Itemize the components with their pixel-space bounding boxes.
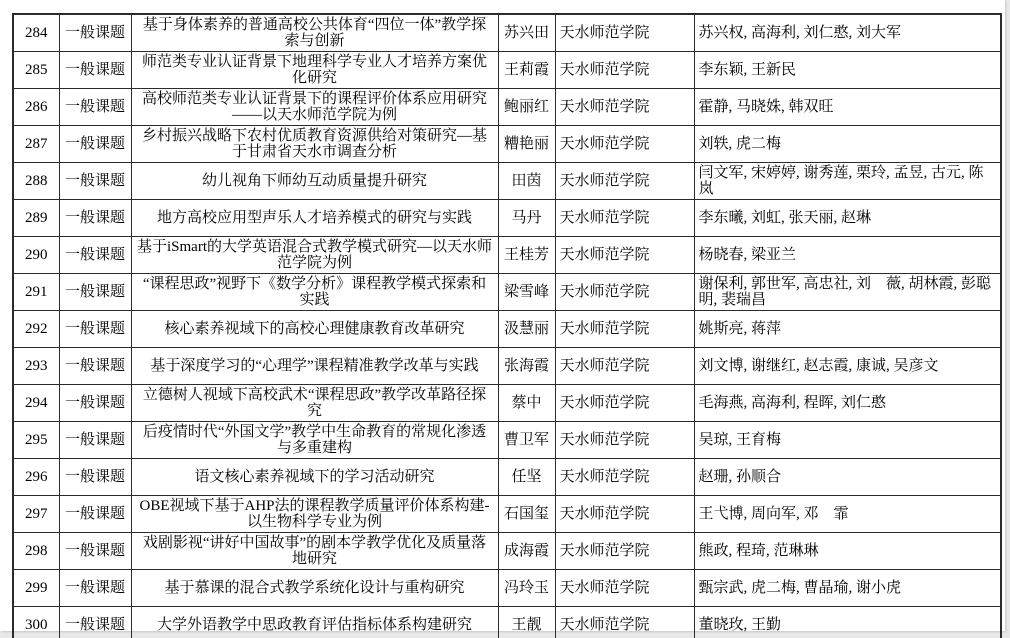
cell-institution: 天水师范学院 bbox=[555, 89, 694, 126]
cell-collaborators: 毛海燕, 高海利, 程晖, 刘仁憨 bbox=[694, 385, 1001, 422]
table-row bbox=[13, 533, 1001, 570]
cell-type: 一般课题 bbox=[59, 533, 131, 570]
projects-table bbox=[12, 13, 1002, 638]
cell-collaborators: 赵珊, 孙顺合 bbox=[694, 459, 1001, 496]
cell-type: 一般课题 bbox=[59, 14, 131, 52]
cell-title: 高校师范类专业认证背景下的课程评价体系应用研究——以天水师范学院为例 bbox=[131, 89, 498, 126]
cell-institution: 天水师范学院 bbox=[555, 237, 694, 274]
cell-type: 一般课题 bbox=[59, 89, 131, 126]
cell-collaborators: 杨晓春, 梁亚兰 bbox=[694, 237, 1001, 274]
table-row bbox=[13, 348, 1001, 385]
cell-institution: 天水师范学院 bbox=[555, 52, 694, 89]
cell-leader: 糟艳丽 bbox=[498, 126, 555, 163]
table-row bbox=[13, 274, 1001, 311]
table-row bbox=[13, 126, 1001, 163]
cell-no: 290 bbox=[13, 237, 59, 274]
cell-collaborators: 董晓玫, 王勤 bbox=[694, 607, 1001, 638]
cell-leader: 任坚 bbox=[498, 459, 555, 496]
cell-type: 一般课题 bbox=[59, 459, 131, 496]
cell-institution: 天水师范学院 bbox=[555, 126, 694, 163]
cell-leader: 梁雪峰 bbox=[498, 274, 555, 311]
cell-institution: 天水师范学院 bbox=[555, 570, 694, 607]
cell-leader: 鲍丽红 bbox=[498, 89, 555, 126]
cell-no: 295 bbox=[13, 422, 59, 459]
cell-collaborators: 闫文军, 宋婷婷, 谢秀莲, 栗玲, 孟昱, 古元, 陈岚 bbox=[694, 163, 1001, 200]
table-row bbox=[13, 89, 1001, 126]
cell-leader: 曹卫军 bbox=[498, 422, 555, 459]
cell-institution: 天水师范学院 bbox=[555, 14, 694, 52]
cell-leader: 石国玺 bbox=[498, 496, 555, 533]
cell-collaborators: 李东曦, 刘虹, 张天丽, 赵琳 bbox=[694, 200, 1001, 237]
cell-type: 一般课题 bbox=[59, 200, 131, 237]
table-body bbox=[13, 14, 1001, 638]
cell-no: 296 bbox=[13, 459, 59, 496]
cell-institution: 天水师范学院 bbox=[555, 607, 694, 638]
table-row bbox=[13, 385, 1001, 422]
cell-no: 285 bbox=[13, 52, 59, 89]
table-row bbox=[13, 422, 1001, 459]
cell-collaborators: 刘文博, 谢继红, 赵志霞, 康诚, 吴彦文 bbox=[694, 348, 1001, 385]
cell-collaborators: 吴琼, 王育梅 bbox=[694, 422, 1001, 459]
cell-no: 291 bbox=[13, 274, 59, 311]
cell-collaborators: 甄宗武, 虎二梅, 曹晶瑜, 谢小虎 bbox=[694, 570, 1001, 607]
cell-institution: 天水师范学院 bbox=[555, 496, 694, 533]
cell-leader: 汲慧丽 bbox=[498, 311, 555, 348]
table-row bbox=[13, 52, 1001, 89]
cell-leader: 马丹 bbox=[498, 200, 555, 237]
cell-no: 294 bbox=[13, 385, 59, 422]
cell-title: 大学外语教学中思政教育评估指标体系构建研究 bbox=[131, 607, 498, 638]
cell-leader: 王莉霞 bbox=[498, 52, 555, 89]
cell-institution: 天水师范学院 bbox=[555, 311, 694, 348]
table-row bbox=[13, 14, 1001, 52]
cell-collaborators: 李东颖, 王新民 bbox=[694, 52, 1001, 89]
cell-institution: 天水师范学院 bbox=[555, 533, 694, 570]
cell-title: 基于慕课的混合式教学系统化设计与重构研究 bbox=[131, 570, 498, 607]
cell-type: 一般课题 bbox=[59, 385, 131, 422]
cell-title: 基于深度学习的“心理学”课程精准教学改革与实践 bbox=[131, 348, 498, 385]
cell-type: 一般课题 bbox=[59, 237, 131, 274]
cell-collaborators: 姚斯亮, 蒋萍 bbox=[694, 311, 1001, 348]
cell-collaborators: 刘轶, 虎二梅 bbox=[694, 126, 1001, 163]
cell-no: 299 bbox=[13, 570, 59, 607]
cell-institution: 天水师范学院 bbox=[555, 274, 694, 311]
cell-title: OBE视域下基于AHP法的课程教学质量评价体系构建-以生物科学专业为例 bbox=[131, 496, 498, 533]
cell-no: 298 bbox=[13, 533, 59, 570]
cell-type: 一般课题 bbox=[59, 422, 131, 459]
cell-title: 地方高校应用型声乐人才培养模式的研究与实践 bbox=[131, 200, 498, 237]
table-row bbox=[13, 237, 1001, 274]
cell-title: 后疫情时代“外国文学”教学中生命教育的常规化渗透与多重建构 bbox=[131, 422, 498, 459]
cell-no: 284 bbox=[13, 14, 59, 52]
cell-institution: 天水师范学院 bbox=[555, 348, 694, 385]
cell-leader: 蔡中 bbox=[498, 385, 555, 422]
cell-title: 师范类专业认证背景下地理科学专业人才培养方案优化研究 bbox=[131, 52, 498, 89]
table-row bbox=[13, 311, 1001, 348]
cell-leader: 田茵 bbox=[498, 163, 555, 200]
cell-no: 297 bbox=[13, 496, 59, 533]
cell-institution: 天水师范学院 bbox=[555, 200, 694, 237]
cell-type: 一般课题 bbox=[59, 274, 131, 311]
cell-no: 286 bbox=[13, 89, 59, 126]
table-row bbox=[13, 200, 1001, 237]
cell-title: 立德树人视域下高校武术“课程思政”教学改革路径探究 bbox=[131, 385, 498, 422]
cell-title: 戏剧影视“讲好中国故事”的剧本学教学优化及质量落地研究 bbox=[131, 533, 498, 570]
cell-collaborators: 苏兴权, 高海利, 刘仁憨, 刘大军 bbox=[694, 14, 1001, 52]
cell-no: 287 bbox=[13, 126, 59, 163]
table-row bbox=[13, 496, 1001, 533]
cell-leader: 王桂芳 bbox=[498, 237, 555, 274]
cell-title: 核心素养视域下的高校心理健康教育改革研究 bbox=[131, 311, 498, 348]
table-row bbox=[13, 163, 1001, 200]
cell-collaborators: 熊政, 程琦, 范琳琳 bbox=[694, 533, 1001, 570]
cell-type: 一般课题 bbox=[59, 607, 131, 638]
cell-institution: 天水师范学院 bbox=[555, 385, 694, 422]
cell-title: 幼儿视角下师幼互动质量提升研究 bbox=[131, 163, 498, 200]
cell-no: 292 bbox=[13, 311, 59, 348]
cell-type: 一般课题 bbox=[59, 570, 131, 607]
cell-no: 300 bbox=[13, 607, 59, 638]
cell-type: 一般课题 bbox=[59, 126, 131, 163]
cell-institution: 天水师范学院 bbox=[555, 163, 694, 200]
cell-institution: 天水师范学院 bbox=[555, 459, 694, 496]
cell-no: 293 bbox=[13, 348, 59, 385]
cell-type: 一般课题 bbox=[59, 52, 131, 89]
cell-leader: 冯玲玉 bbox=[498, 570, 555, 607]
cell-collaborators: 谢保利, 郭世军, 高忠社, 刘 薇, 胡林霞, 彭聪明, 裴瑞昌 bbox=[694, 274, 1001, 311]
cell-type: 一般课题 bbox=[59, 496, 131, 533]
cell-institution: 天水师范学院 bbox=[555, 422, 694, 459]
cell-title: 基于身体素养的普通高校公共体育“四位一体”教学探索与创新 bbox=[131, 14, 498, 52]
cell-leader: 张海霞 bbox=[498, 348, 555, 385]
cell-leader: 苏兴田 bbox=[498, 14, 555, 52]
cell-collaborators: 霍静, 马晓姝, 韩双旺 bbox=[694, 89, 1001, 126]
cell-no: 288 bbox=[13, 163, 59, 200]
table-row bbox=[13, 570, 1001, 607]
cell-collaborators: 王弋博, 周向军, 邓 霏 bbox=[694, 496, 1001, 533]
cell-title: 乡村振兴战略下农村优质教育资源供给对策研究—基于甘肃省天水市调查分析 bbox=[131, 126, 498, 163]
cell-no: 289 bbox=[13, 200, 59, 237]
cell-type: 一般课题 bbox=[59, 311, 131, 348]
cell-title: 基于iSmart的大学英语混合式教学模式研究—以天水师范学院为例 bbox=[131, 237, 498, 274]
table-row bbox=[13, 459, 1001, 496]
table-row bbox=[13, 607, 1001, 638]
cell-leader: 成海霞 bbox=[498, 533, 555, 570]
cell-leader: 王靓 bbox=[498, 607, 555, 638]
cell-title: “课程思政”视野下《数学分析》课程教学模式探索和实践 bbox=[131, 274, 498, 311]
cell-type: 一般课题 bbox=[59, 163, 131, 200]
cell-title: 语文核心素养视域下的学习活动研究 bbox=[131, 459, 498, 496]
cell-type: 一般课题 bbox=[59, 348, 131, 385]
